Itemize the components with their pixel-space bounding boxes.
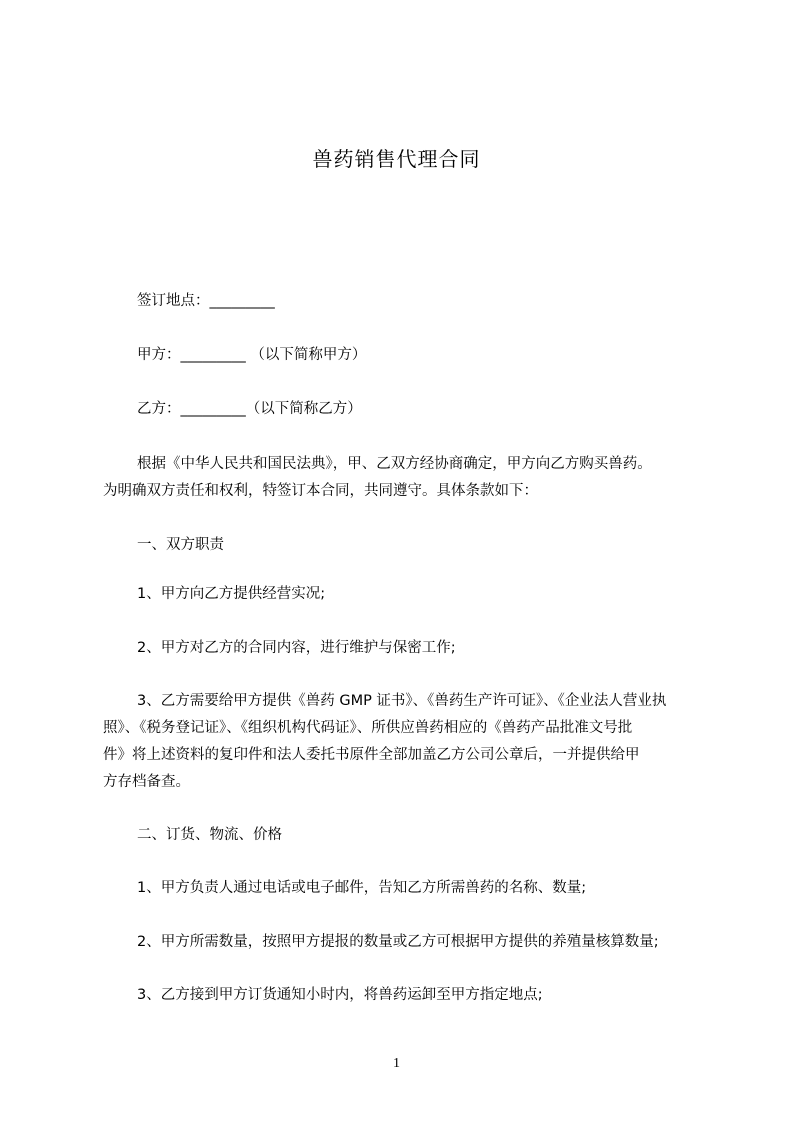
document-title: 兽药销售代理合同 [312, 147, 481, 171]
section-2-item-3: 3、乙方接到甲方订货通知小时内，将兽药运卸至甲方指定地点; [137, 987, 543, 1003]
section-1-item-2: 2、甲方对乙方的合同内容，进行维护与保密工作; [137, 640, 456, 656]
section-1-item-3-line-1: 3、乙方需要给甲方提供《兽药 GMP 证书》、《兽药生产许可证》、《企业法人营业执 [137, 693, 667, 709]
section-2-heading: 二、订货、物流、价格 [137, 827, 282, 843]
party-b-field: 乙方：_________（以下简称乙方） [137, 401, 362, 417]
section-1-item-3-line-2: 照》、《税务登记证》、《组织机构代码证》、所供应兽药相应的《兽药产品批准文号批 [103, 720, 633, 736]
signing-location-field: 签订地点：_________ [137, 293, 275, 309]
section-1-heading: 一、双方职责 [137, 537, 224, 553]
section-1-item-3-line-4: 方存档备查。 [103, 774, 190, 790]
intro-line-1: 根据《中华人民共和国民法典》，甲、乙双方经协商确定，甲方向乙方购买兽药。 [137, 456, 652, 472]
section-2-item-2: 2、甲方所需数量，按照甲方提报的数量或乙方可根据甲方提供的养殖量核算数量; [137, 934, 659, 950]
intro-line-2: 为明确双方责任和权利，特签订本合同，共同遵守。具体条款如下： [103, 483, 538, 499]
section-2-item-1: 1、甲方负责人通过电话或电子邮件，告知乙方所需兽药的名称、数量; [137, 880, 587, 896]
party-a-field: 甲方：_________ （以下简称甲方） [137, 347, 367, 363]
section-1-item-3-line-3: 件》将上述资料的复印件和法人委托书原件全部加盖乙方公司公章后，一并提供给甲 [103, 747, 640, 763]
section-1-item-1: 1、甲方向乙方提供经营实况; [137, 586, 326, 602]
page-number: 1 [393, 1056, 400, 1071]
